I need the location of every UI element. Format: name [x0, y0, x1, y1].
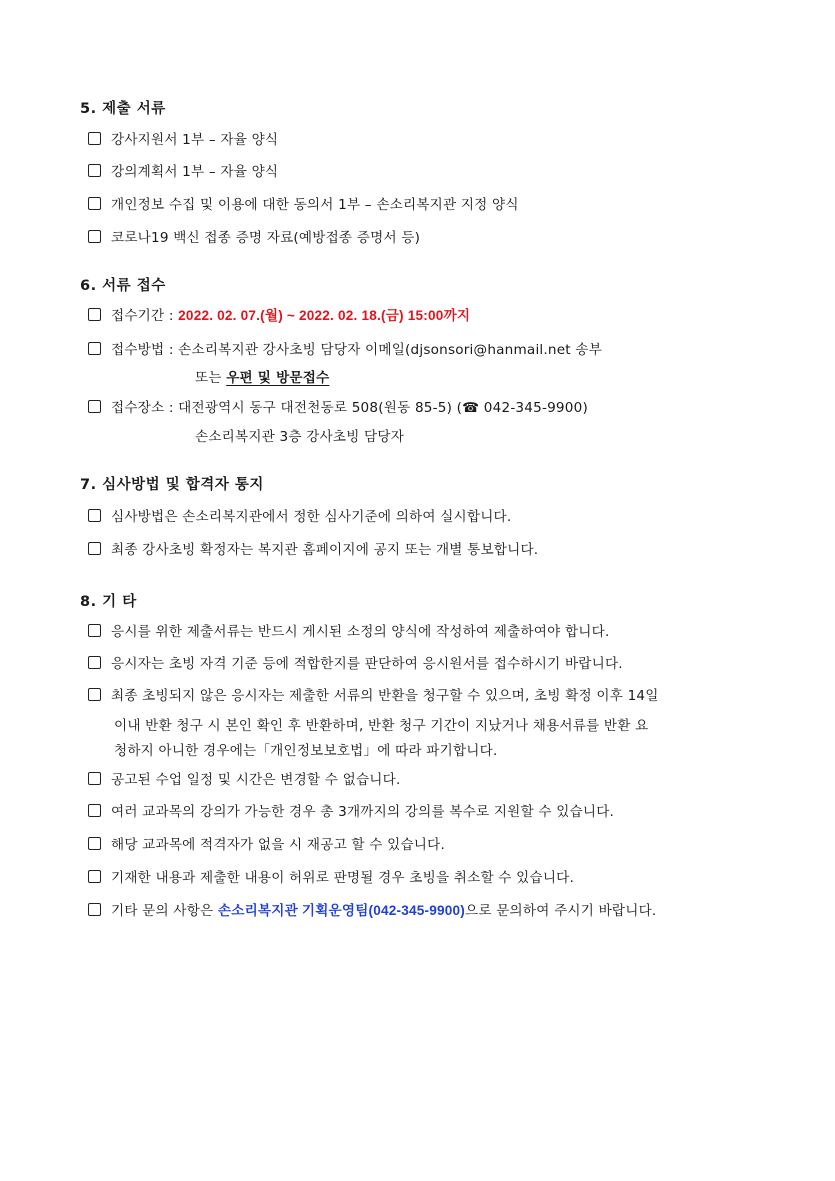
contact-emphasis: 손소리복지관 기획운영팀(042-345-9900) [217, 903, 466, 918]
list-item [88, 193, 519, 213]
method-text: 손소리복지관 강사초빙 담당자 이메일(djsonsori@hanmail.net 송부 [178, 342, 603, 358]
list-item [88, 226, 420, 246]
list-item [88, 768, 400, 788]
item-text: 으로 문의하여 주시기 바랍니다. [465, 903, 657, 919]
checkbox-icon [88, 342, 101, 355]
method-label: 접수방법 : [111, 342, 174, 358]
item-text: 응시를 위한 제출서류는 반드시 게시된 소정의 양식에 작성하여 제출하여야 합니다. [111, 624, 610, 640]
checkbox-icon [88, 903, 101, 916]
checkbox-icon [88, 837, 101, 850]
list-item [88, 833, 445, 853]
checkbox-icon [88, 870, 101, 883]
item-text: 개인정보 수집 및 이용에 대한 동의서 1부 – 손소리복지관 지정 양식 [111, 197, 519, 213]
checkbox-icon [88, 656, 101, 669]
item-text: 최종 초빙되지 않은 응시자는 제출한 서류의 반환을 청구할 수 있으며, 초빙 확정 이후 14일 [111, 688, 659, 704]
item-text: 심사방법은 손소리복지관에서 정한 심사기준에 의하여 실시합니다. [111, 509, 512, 525]
list-item [88, 800, 614, 820]
section-6-heading: 6. 서류 접수 [80, 278, 166, 294]
item-text: 응시자는 초빙 자격 기준 등에 적합한지를 판단하여 응시원서를 접수하시기 바랍니다. [111, 656, 623, 672]
item-text: 최종 강사초빙 확정자는 복지관 홈페이지에 공지 또는 개별 통보합니다. [111, 542, 539, 558]
list-item [88, 160, 278, 180]
list-item [88, 538, 538, 558]
item-text: 코로나19 백신 접종 증명 자료(예방접종 증명서 등) [111, 230, 421, 246]
checkbox-icon [88, 197, 101, 210]
list-item [88, 652, 623, 672]
period-value: 2022. 02. 07.(월) ~ 2022. 02. 18.(금) 15:00까지 [178, 308, 471, 323]
item-continuation: 청하지 아니한 경우에는「개인정보보호법」에 따라 파기합니다. [114, 743, 498, 759]
checkbox-icon [88, 400, 101, 413]
section-8-heading: 8. 기 타 [80, 594, 137, 610]
list-item-period [88, 304, 470, 324]
checkbox-icon [88, 804, 101, 817]
checkbox-icon [88, 164, 101, 177]
list-item [88, 505, 511, 525]
method-continuation [195, 366, 329, 386]
checkbox-icon [88, 542, 101, 555]
list-item [88, 866, 574, 886]
item-text: 기재한 내용과 제출한 내용이 허위로 판명될 경우 초빙을 취소할 수 있습니다. [111, 870, 575, 886]
item-text: 해당 교과목에 적격자가 없을 시 재공고 할 수 있습니다. [111, 837, 445, 853]
list-item [88, 684, 659, 704]
checkbox-icon [88, 509, 101, 522]
list-item [88, 620, 609, 640]
checkbox-icon [88, 688, 101, 701]
period-label: 접수기간 : [111, 308, 174, 324]
list-item-method [88, 338, 602, 358]
method-emphasis: 우편 및 방문접수 [226, 370, 330, 386]
place-address: 대전광역시 동구 대전천동로 508(원동 85-5) (☎ 042-345-9900) [178, 400, 588, 416]
item-text: 여러 교과목의 강의가 가능한 경우 총 3개까지의 강의를 복수로 지원할 수 있습니다. [111, 804, 615, 820]
list-item-place [88, 396, 588, 416]
checkbox-icon [88, 772, 101, 785]
place-continuation: 손소리복지관 3층 강사초빙 담당자 [195, 429, 405, 445]
list-item [88, 128, 278, 148]
checkbox-icon [88, 132, 101, 145]
item-text: 기타 문의 사항은 [111, 903, 214, 919]
checkbox-icon [88, 308, 101, 321]
method-or-text: 또는 [195, 370, 222, 386]
item-text: 강사지원서 1부 – 자율 양식 [111, 132, 279, 148]
section-7-heading: 7. 심사방법 및 합격자 통지 [80, 477, 264, 493]
checkbox-icon [88, 624, 101, 637]
place-label: 접수장소 : [111, 400, 174, 416]
item-text: 공고된 수업 일정 및 시간은 변경할 수 없습니다. [111, 772, 401, 788]
item-continuation: 이내 반환 청구 시 본인 확인 후 반환하며, 반환 청구 기간이 지났거나 채용서류를 반환 요 [114, 718, 649, 734]
item-text: 강의계획서 1부 – 자율 양식 [111, 164, 279, 180]
section-5-heading: 5. 제출 서류 [80, 101, 166, 117]
list-item-contact [88, 899, 656, 919]
checkbox-icon [88, 230, 101, 243]
